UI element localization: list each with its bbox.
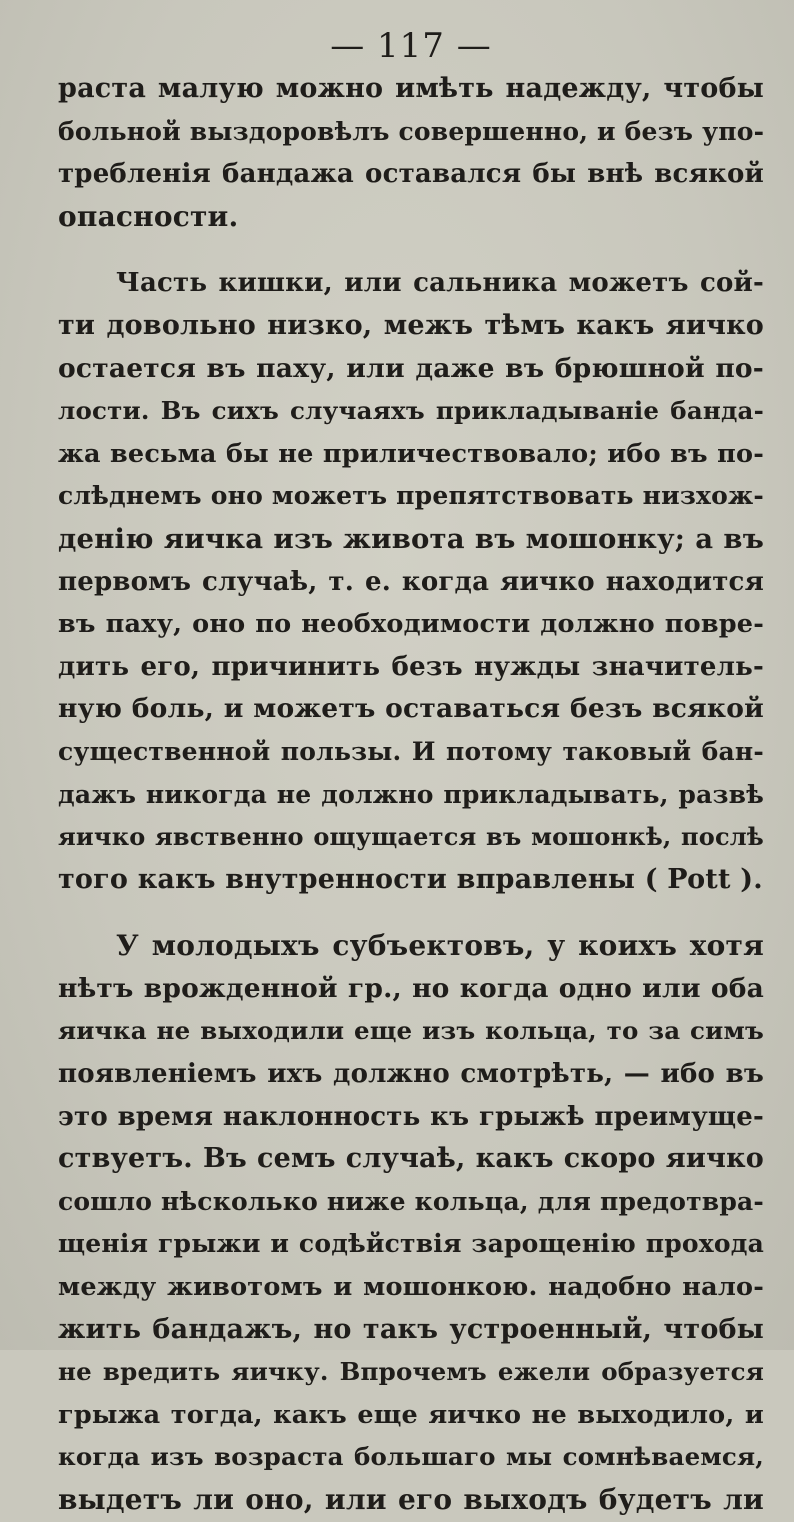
text-line: это время наклонность къ грыжѣ преимуще- — [58, 1101, 764, 1132]
text-line: жить бандажъ, но такъ устроенный, чтобы — [58, 1313, 764, 1345]
text-line: дажъ никогда не должно прикладывать, развѣ — [58, 779, 764, 809]
paragraph-gap — [58, 238, 764, 262]
page-number: — 117 — — [330, 26, 492, 66]
text-line: У молодыхъ субъектовъ, у коихъ хотя — [116, 929, 764, 963]
text-line: яичка не выходили еще изъ кольца, то за симъ — [58, 1016, 764, 1046]
text-line: появленіемъ ихъ должно смотрѣть, — ибо въ — [58, 1059, 764, 1090]
text-line: ную боль, и можетъ оставаться безъ всякой — [58, 693, 764, 725]
text-line: не вредить яичку. Впрочемъ ежели образуется — [58, 1357, 764, 1387]
text-line: существенной пользы. И потому таковый бан- — [58, 736, 764, 766]
text-line: того какъ внутренности вправлены ( Pott ). — [58, 863, 763, 895]
text-line: въ паху, оно по необходимости должно повре- — [58, 609, 764, 640]
text-line: когда изъ возраста большаго мы сомнѣваемся, — [58, 1442, 764, 1472]
text-line: жа весьма бы не приличествовало; ибо въ по- — [58, 438, 764, 469]
text-line: дить его, причинить безъ нужды значитель- — [58, 651, 764, 682]
paragraph-1 — [58, 68, 764, 238]
text-line: щенія грыжи и содѣйствія зарощенію прохода — [58, 1229, 764, 1259]
text-line: требленія бандажа оставался бы внѣ всякой — [58, 159, 764, 190]
text-line: денію яичка изъ живота въ мошонку; а въ — [58, 522, 764, 555]
text-line: слѣднемъ оно можетъ препятствовать низхож- — [58, 481, 764, 511]
text-line: больной выздоровѣлъ совершенно, и безъ упо- — [58, 116, 765, 146]
text-line: грыжа тогда, какъ еще яичко не выходило, и — [58, 1399, 764, 1430]
paragraph-3 — [58, 925, 764, 1521]
text-line: выдетъ ли оно, или его выходъ будетъ ли — [58, 1483, 764, 1516]
text-line: Часть кишки, или сальника можетъ сой- — [116, 268, 764, 299]
text-line: между животомъ и мошонкою. надобно нало- — [58, 1272, 764, 1303]
text-line: опасности. — [58, 199, 239, 233]
text-line: ствуетъ. Въ семъ случаѣ, какъ скоро яичко — [58, 1143, 764, 1175]
text-line: яичко явственно ощущается въ мошонкѣ, послѣ — [58, 822, 764, 852]
text-line: сошло нѣсколько ниже кольца, для предотвра- — [58, 1186, 764, 1216]
text-line: первомъ случаѣ, т. е. когда яичко находится — [58, 566, 764, 597]
text-line: остается въ паху, или даже въ брюшной по- — [58, 352, 764, 384]
paragraph-2 — [58, 262, 764, 901]
text-line: лости. Въ сихъ случаяхъ прикладываніе банда- — [58, 396, 764, 426]
text-line: нѣтъ врожденной гр., но когда одно или оба — [58, 972, 764, 1004]
text-line: ти довольно низко, межъ тѣмъ какъ яичко — [58, 309, 764, 341]
text-line: раста малую можно имѣть надежду, чтобы — [58, 73, 764, 104]
paragraph-gap — [58, 901, 764, 925]
